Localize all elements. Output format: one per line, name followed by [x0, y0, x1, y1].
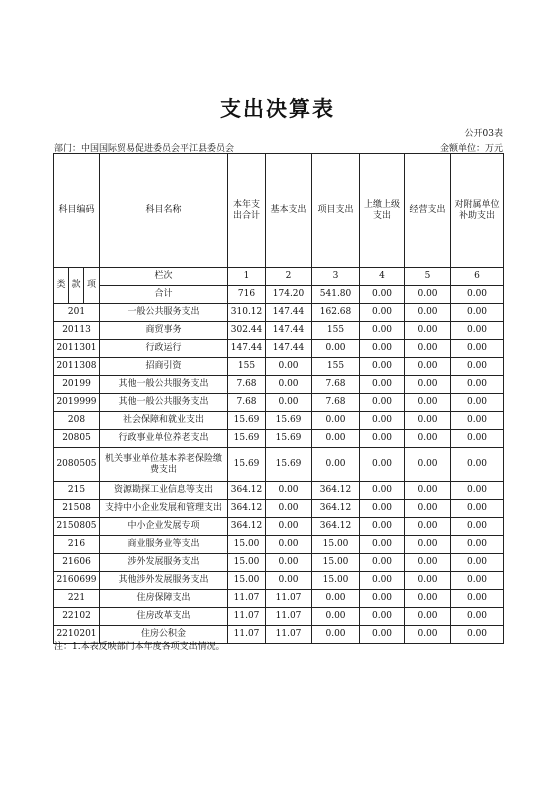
total-cell: 0.00: [405, 286, 451, 304]
row-name: 其他涉外发展服务支出: [100, 572, 228, 590]
row-value: 0.00: [266, 376, 312, 394]
table-row: [54, 394, 504, 412]
row-value: 7.68: [228, 376, 266, 394]
row-value: 0.00: [312, 430, 360, 448]
expenditure-table: [53, 153, 504, 644]
row-value: 0.00: [451, 590, 504, 608]
header-subsidy: 对附属单位补助支出: [451, 154, 504, 268]
table-row: [54, 518, 504, 536]
row-value: 162.68: [312, 304, 360, 322]
total-cell: 541.80: [312, 286, 360, 304]
header-code: 科目编码: [54, 154, 100, 268]
table-row: [54, 322, 504, 340]
row-value: 0.00: [360, 608, 405, 626]
row-name: 住房公积金: [100, 626, 228, 644]
row-value: 0.00: [451, 554, 504, 572]
row-name: 中小企业发展专项: [100, 518, 228, 536]
table-row: [54, 304, 504, 322]
table-row: [54, 412, 504, 430]
row-value: 0.00: [312, 412, 360, 430]
row-value: 0.00: [360, 572, 405, 590]
table-row: [54, 572, 504, 590]
row-value: 7.68: [312, 376, 360, 394]
row-value: 0.00: [266, 572, 312, 590]
row-code: 2210201: [54, 626, 100, 644]
row-value: 0.00: [266, 554, 312, 572]
amount-unit-label: 金额单位：万元: [439, 144, 503, 154]
row-value: 364.12: [228, 482, 266, 500]
row-value: 155: [228, 358, 266, 376]
row-value: 0.00: [451, 394, 504, 412]
row-code: 2011301: [54, 340, 100, 358]
row-value: 0.00: [405, 322, 451, 340]
row-name: 支持中小企业发展和管理支出: [100, 500, 228, 518]
row-value: 147.44: [266, 304, 312, 322]
row-value: 15.69: [228, 412, 266, 430]
row-value: 15.00: [228, 554, 266, 572]
row-value: 0.00: [405, 518, 451, 536]
row-value: 11.07: [228, 608, 266, 626]
column-number-row: [54, 268, 504, 286]
row-value: 364.12: [228, 500, 266, 518]
row-value: 0.00: [360, 536, 405, 554]
row-name: 商业服务业等支出: [100, 536, 228, 554]
row-value: 364.12: [312, 518, 360, 536]
table-row: [54, 430, 504, 448]
row-value: 0.00: [266, 536, 312, 554]
row-value: 7.68: [228, 394, 266, 412]
row-value: 0.00: [451, 322, 504, 340]
row-name: 住房保障支出: [100, 590, 228, 608]
row-value: 11.07: [266, 590, 312, 608]
row-value: 0.00: [266, 500, 312, 518]
table-row: [54, 340, 504, 358]
row-value: 0.00: [312, 448, 360, 482]
row-value: 0.00: [360, 322, 405, 340]
row-code: 201: [54, 304, 100, 322]
row-value: 0.00: [451, 626, 504, 644]
row-name: 资源勘探工业信息等支出: [100, 482, 228, 500]
row-value: 0.00: [266, 394, 312, 412]
row-value: 302.44: [228, 322, 266, 340]
row-value: 0.00: [451, 518, 504, 536]
row-value: 0.00: [405, 500, 451, 518]
row-value: 310.12: [228, 304, 266, 322]
department-label: 部门：中国国际贸易促进委员会平江县委员会: [54, 144, 235, 154]
col-number: 3: [312, 268, 360, 286]
row-name: 社会保障和就业支出: [100, 412, 228, 430]
row-value: 147.44: [266, 322, 312, 340]
row-code: 2150805: [54, 518, 100, 536]
row-value: 0.00: [360, 394, 405, 412]
row-value: 0.00: [405, 608, 451, 626]
row-value: 0.00: [360, 412, 405, 430]
header-upper: 上缴上级支出: [360, 154, 405, 268]
row-code: 208: [54, 412, 100, 430]
row-value: 0.00: [360, 518, 405, 536]
row-value: 0.00: [312, 590, 360, 608]
row-name: 行政事业单位养老支出: [100, 430, 228, 448]
row-code: 21508: [54, 500, 100, 518]
col-number: 6: [451, 268, 504, 286]
footnote: 注：1.本表反映部门本年度各项支出情况。: [54, 642, 225, 652]
table-row: [54, 590, 504, 608]
row-value: 0.00: [451, 500, 504, 518]
row-value: 0.00: [405, 536, 451, 554]
header-lei: 类: [54, 268, 69, 304]
row-name: 招商引资: [100, 358, 228, 376]
row-value: 0.00: [405, 430, 451, 448]
row-value: 15.69: [266, 412, 312, 430]
row-value: 364.12: [228, 518, 266, 536]
row-value: 0.00: [405, 554, 451, 572]
row-value: 11.07: [228, 590, 266, 608]
row-value: 7.68: [312, 394, 360, 412]
header-heji: 合计: [100, 286, 228, 304]
row-value: 0.00: [405, 572, 451, 590]
header-basic: 基本支出: [266, 154, 312, 268]
row-value: 15.00: [312, 536, 360, 554]
col-number: 2: [266, 268, 312, 286]
row-code: 20199: [54, 376, 100, 394]
row-value: 147.44: [266, 340, 312, 358]
header-kuan: 款: [69, 268, 84, 304]
row-name: 机关事业单位基本养老保险缴费支出: [100, 448, 228, 482]
row-value: 0.00: [451, 340, 504, 358]
row-value: 0.00: [405, 358, 451, 376]
row-value: 0.00: [360, 304, 405, 322]
row-value: 0.00: [360, 590, 405, 608]
row-code: 22102: [54, 608, 100, 626]
row-value: 15.69: [266, 448, 312, 482]
row-name: 涉外发展服务支出: [100, 554, 228, 572]
row-value: 0.00: [405, 394, 451, 412]
row-code: 20805: [54, 430, 100, 448]
row-value: 155: [312, 358, 360, 376]
table-row: [54, 482, 504, 500]
row-value: 0.00: [405, 304, 451, 322]
row-value: 0.00: [266, 358, 312, 376]
row-code: 21606: [54, 554, 100, 572]
row-name: 其他一般公共服务支出: [100, 376, 228, 394]
table-row: [54, 358, 504, 376]
row-value: 0.00: [451, 572, 504, 590]
col-number: 1: [228, 268, 266, 286]
row-value: 0.00: [360, 376, 405, 394]
header-project: 项目支出: [312, 154, 360, 268]
total-cell: 0.00: [360, 286, 405, 304]
row-value: 0.00: [451, 448, 504, 482]
table-row: [54, 500, 504, 518]
row-value: 0.00: [360, 482, 405, 500]
row-code: 20113: [54, 322, 100, 340]
row-name: 行政运行: [100, 340, 228, 358]
row-value: 0.00: [405, 376, 451, 394]
row-name: 住房改革支出: [100, 608, 228, 626]
page-title: 支出决算表: [220, 96, 335, 121]
total-cell: 174.20: [266, 286, 312, 304]
row-code: 2080505: [54, 448, 100, 482]
total-cell: 716: [228, 286, 266, 304]
row-value: 0.00: [360, 358, 405, 376]
form-number: 公开03表: [464, 129, 503, 139]
row-value: 0.00: [451, 536, 504, 554]
row-value: 0.00: [266, 518, 312, 536]
row-value: 15.00: [312, 554, 360, 572]
row-value: 0.00: [451, 358, 504, 376]
row-code: 215: [54, 482, 100, 500]
row-code: 2019999: [54, 394, 100, 412]
table-row: [54, 448, 504, 482]
row-value: 0.00: [405, 340, 451, 358]
row-value: 0.00: [360, 626, 405, 644]
header-total: 本年支出合计: [228, 154, 266, 268]
row-value: 0.00: [451, 412, 504, 430]
row-value: 15.00: [228, 572, 266, 590]
row-value: 0.00: [360, 500, 405, 518]
row-value: 0.00: [360, 430, 405, 448]
row-code: 2160699: [54, 572, 100, 590]
row-value: 0.00: [451, 376, 504, 394]
row-value: 15.69: [266, 430, 312, 448]
row-value: 0.00: [451, 304, 504, 322]
row-value: 0.00: [405, 448, 451, 482]
row-value: 0.00: [360, 554, 405, 572]
total-row: [54, 286, 504, 304]
row-value: 0.00: [360, 448, 405, 482]
col-number: 5: [405, 268, 451, 286]
row-value: 0.00: [312, 626, 360, 644]
header-xiang: 项: [84, 268, 100, 304]
row-value: 0.00: [451, 430, 504, 448]
row-value: 0.00: [312, 340, 360, 358]
row-code: 221: [54, 590, 100, 608]
row-value: 155: [312, 322, 360, 340]
row-value: 147.44: [228, 340, 266, 358]
row-value: 0.00: [405, 626, 451, 644]
row-name: 商贸事务: [100, 322, 228, 340]
col-number: 4: [360, 268, 405, 286]
row-value: 0.00: [266, 482, 312, 500]
row-value: 0.00: [405, 482, 451, 500]
row-value: 15.69: [228, 430, 266, 448]
row-value: 0.00: [405, 412, 451, 430]
row-name: 一般公共服务支出: [100, 304, 228, 322]
row-value: 15.69: [228, 448, 266, 482]
row-value: 0.00: [405, 590, 451, 608]
header-row: [54, 154, 504, 268]
row-value: 15.00: [228, 536, 266, 554]
row-value: 15.00: [312, 572, 360, 590]
row-value: 0.00: [312, 608, 360, 626]
row-name: 其他一般公共服务支出: [100, 394, 228, 412]
table-row: [54, 608, 504, 626]
table-row: [54, 536, 504, 554]
table-row: [54, 376, 504, 394]
header-name: 科目名称: [100, 154, 228, 268]
header-lanci: 栏次: [100, 268, 228, 286]
row-code: 2011308: [54, 358, 100, 376]
row-value: 364.12: [312, 482, 360, 500]
row-code: 216: [54, 536, 100, 554]
row-value: 11.07: [266, 608, 312, 626]
row-value: 0.00: [360, 340, 405, 358]
row-value: 0.00: [451, 608, 504, 626]
total-cell: 0.00: [451, 286, 504, 304]
table-row: [54, 554, 504, 572]
row-value: 11.07: [266, 626, 312, 644]
row-value: 364.12: [312, 500, 360, 518]
header-operating: 经营支出: [405, 154, 451, 268]
row-value: 0.00: [451, 482, 504, 500]
row-value: 11.07: [228, 626, 266, 644]
